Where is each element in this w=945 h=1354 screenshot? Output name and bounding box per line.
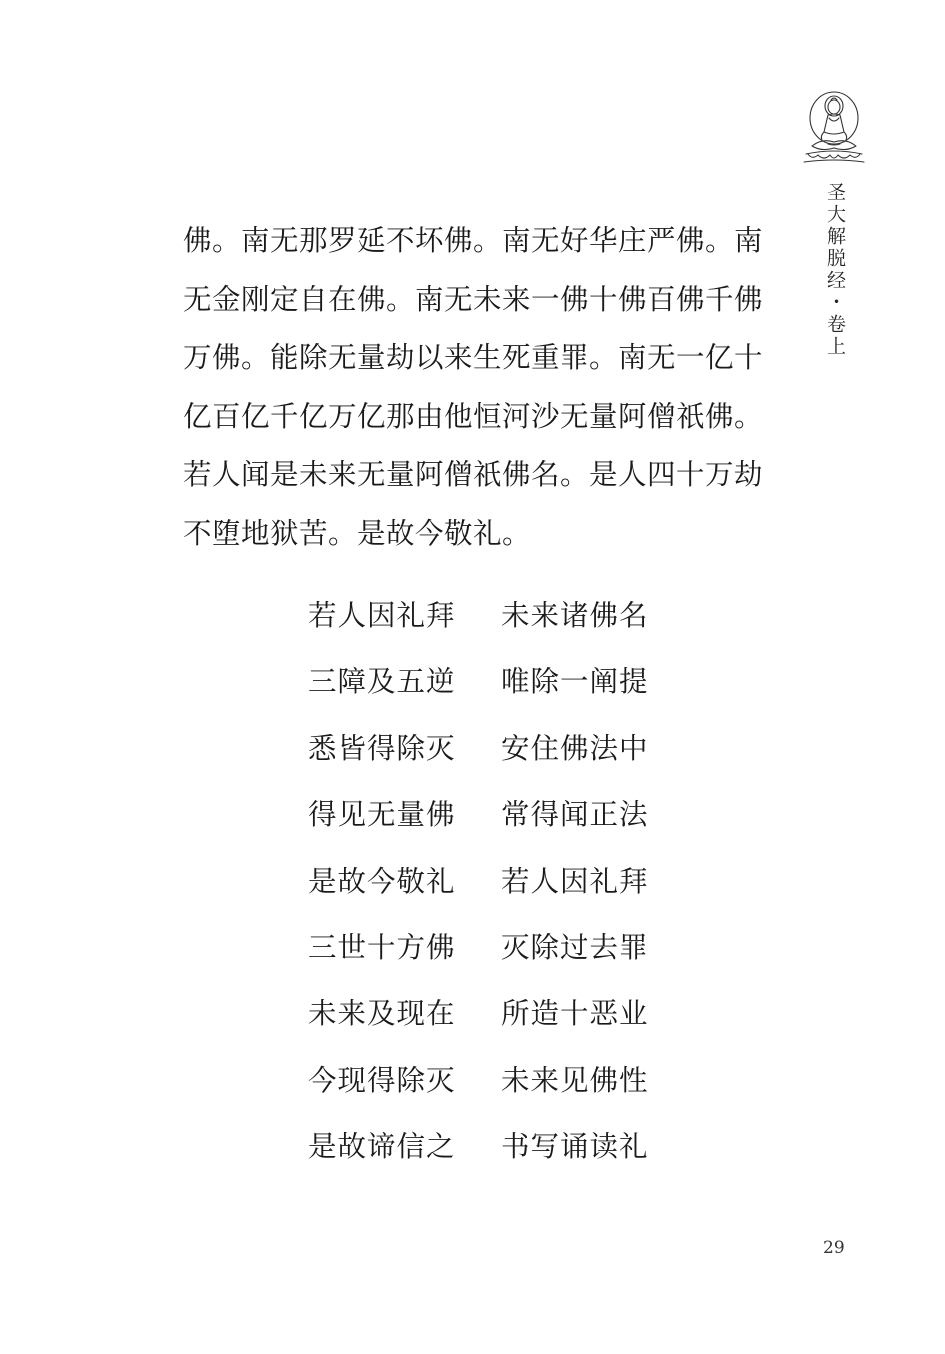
verse-right-line: 唯除一阐提: [501, 665, 649, 699]
verse-left-line: 是故谛信之: [308, 1130, 456, 1164]
prose-paragraph: [183, 212, 773, 563]
page-number: 29: [823, 1238, 845, 1258]
verse-left-line: 今现得除灭: [308, 1063, 456, 1097]
verse-right-line: 若人因礼拜: [501, 864, 649, 898]
prose-line: 佛。南无那罗延不坏佛。南无好华庄严佛。南: [183, 224, 764, 257]
verse-right-line: 书写诵读礼: [501, 1130, 649, 1164]
verse-row: [308, 588, 708, 654]
prose-line: 不堕地狱苦。是故今敬礼。: [183, 516, 532, 550]
verse-block: [308, 588, 708, 1186]
verse-left-line: 若人因礼拜: [308, 599, 456, 632]
verse-right-line: 未来见佛性: [501, 1063, 649, 1097]
verse-left-line: 得见无量佛: [308, 798, 456, 832]
verse-left-line: 悉皆得除灭: [308, 731, 456, 765]
verse-row: [308, 920, 708, 986]
verse-right-line: 灭除过去罪: [501, 930, 649, 964]
verse-row: [308, 1053, 708, 1119]
prose-line: 若人闻是未来无量阿僧祇佛名。是人四十万劫: [183, 458, 764, 491]
verse-row: [308, 654, 708, 720]
verse-right-line: 未来诸佛名: [501, 599, 649, 632]
verse-row: [308, 721, 708, 787]
verse-row: [308, 1119, 708, 1185]
verse-row: [308, 787, 708, 853]
verse-right-line: 安住佛法中: [501, 731, 649, 765]
prose-line: 万佛。能除无量劫以来生死重罪。南无一亿十: [183, 341, 764, 374]
verse-left-line: 是故今敬礼: [308, 864, 456, 898]
prose-line: 无金刚定自在佛。南无未来一佛十佛百佛千佛: [183, 282, 764, 316]
verse-row: [308, 854, 708, 920]
prose-line: 亿百亿千亿万亿那由他恒河沙无量阿僧祇佛。: [183, 399, 764, 433]
verse-left-line: 三世十方佛: [308, 930, 456, 964]
seated-buddha-icon: [798, 88, 870, 168]
verse-right-line: 所造十恶业: [501, 997, 649, 1031]
verse-left-line: 三障及五逆: [308, 665, 456, 699]
running-header-title: 圣大解脱经・卷上: [824, 182, 846, 358]
verse-row: [308, 986, 708, 1052]
verse-left-line: 未来及现在: [308, 997, 456, 1031]
verse-right-line: 常得闻正法: [501, 798, 649, 832]
